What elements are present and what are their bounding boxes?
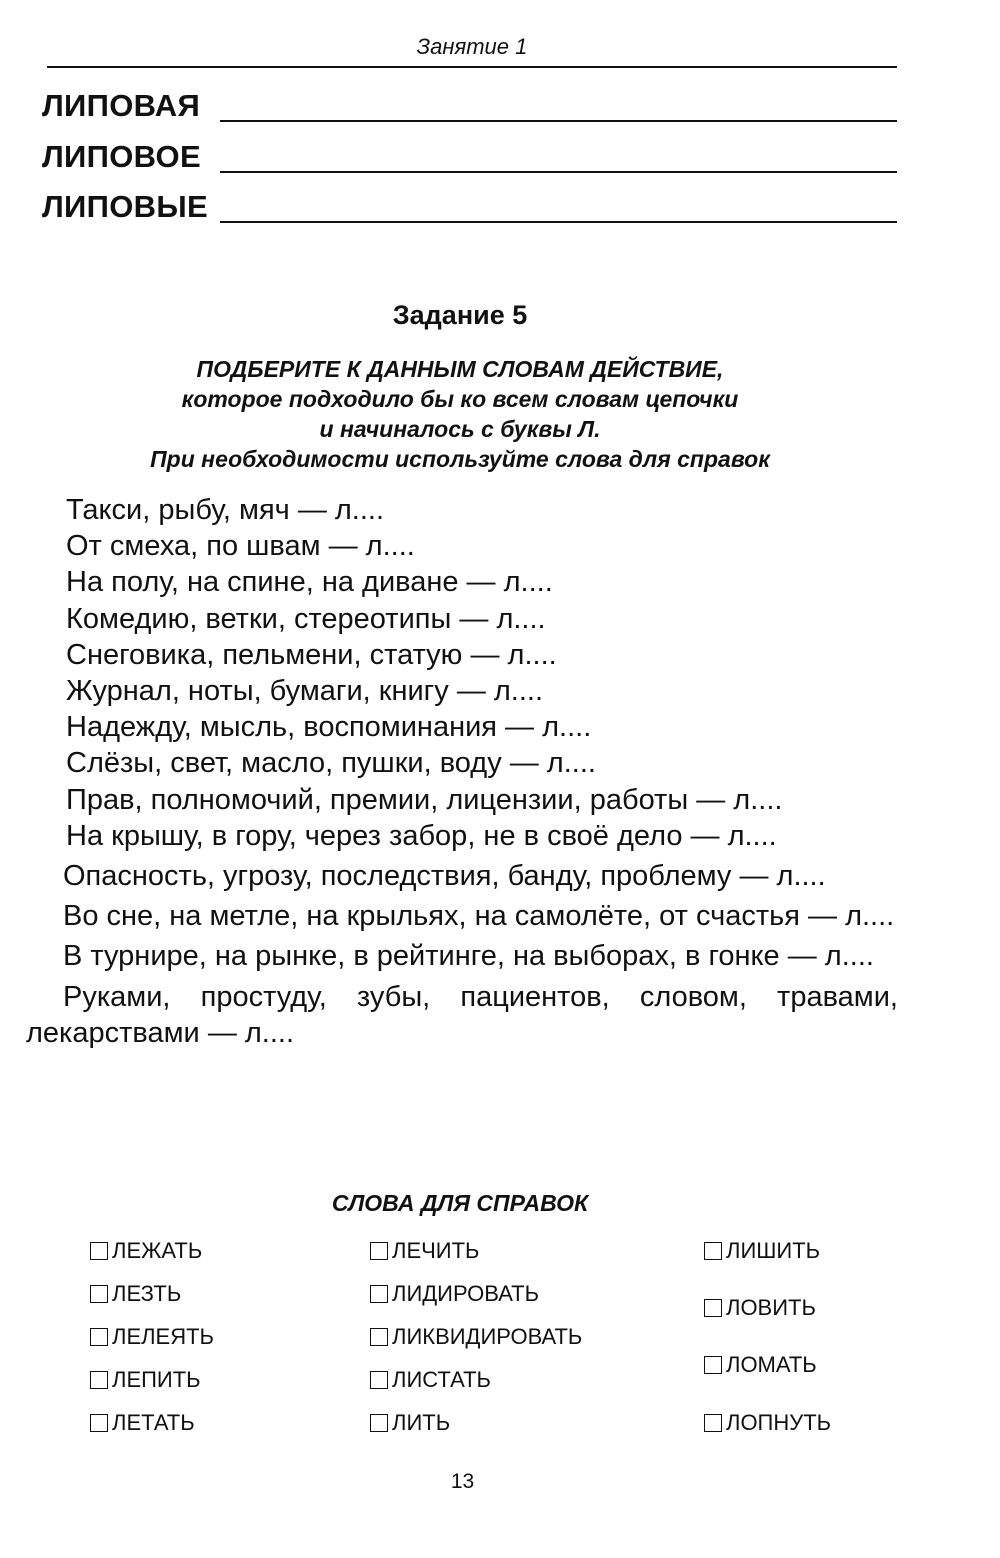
reference-item[interactable] xyxy=(704,1236,820,1266)
reference-item[interactable] xyxy=(90,1236,202,1266)
reference-item[interactable] xyxy=(90,1365,201,1395)
checkbox-icon[interactable] xyxy=(370,1414,388,1432)
checkbox-icon[interactable] xyxy=(370,1242,388,1260)
header-rule xyxy=(47,66,897,68)
exercise-line: Опасность, угрозу, последствия, банду, проблему — л.... xyxy=(63,860,826,893)
form-word: ЛИПОВОЕ xyxy=(42,139,201,174)
reference-item[interactable] xyxy=(370,1365,491,1395)
running-title: Занятие 1 xyxy=(416,34,528,59)
reference-item[interactable] xyxy=(370,1236,479,1266)
exercise-line: На крышу, в гору, через забор, не в своё дело — л.... xyxy=(66,819,777,852)
reference-item[interactable] xyxy=(370,1322,582,1352)
exercise-line: В турнире, на рынке, в рейтинге, на выборах, в гонке — л.... xyxy=(63,940,874,973)
exercise-line: Журнал, ноты, бумаги, книгу — л.... xyxy=(66,675,544,708)
checkbox-icon[interactable] xyxy=(370,1371,388,1389)
reference-word: ЛЕЛЕЯТЬ xyxy=(112,1324,214,1349)
reference-item[interactable] xyxy=(90,1322,214,1352)
exercise-line: На полу, на спине, на диване — л.... xyxy=(66,566,553,599)
reference-word: ЛЕЧИТЬ xyxy=(392,1238,480,1263)
reference-word: ЛИТЬ xyxy=(392,1410,451,1435)
instruction-line: При необходимости используйте слова для справок xyxy=(150,446,770,472)
reference-item[interactable] xyxy=(704,1293,816,1323)
reference-word: ЛЕЗТЬ xyxy=(112,1281,182,1306)
exercise-line: Комедию, ветки, стереотипы — л.... xyxy=(66,602,546,635)
page-number: 13 xyxy=(450,1470,475,1493)
reference-word: ЛЕПИТЬ xyxy=(112,1367,201,1392)
checkbox-icon[interactable] xyxy=(704,1299,722,1317)
reference-word: ЛОМАТЬ xyxy=(726,1352,817,1377)
reference-word: ЛИСТАТЬ xyxy=(392,1367,491,1392)
exercise-line: Прав, полномочий, премии, лицензии, работы — л.... xyxy=(66,783,783,816)
answer-blank-line[interactable] xyxy=(220,221,897,223)
exercise-line: Слёзы, свет, масло, пушки, воду — л.... xyxy=(66,747,596,780)
reference-word: ЛОВИТЬ xyxy=(726,1295,816,1320)
checkbox-icon[interactable] xyxy=(90,1371,108,1389)
exercise-line: Такси, рыбу, мяч — л.... xyxy=(66,494,385,526)
checkbox-icon[interactable] xyxy=(704,1356,722,1374)
checkbox-icon[interactable] xyxy=(90,1285,108,1303)
reference-word: ЛИКВИДИРОВАТЬ xyxy=(392,1324,583,1349)
reference-item[interactable] xyxy=(704,1350,817,1380)
exercise-line: Во сне, на метле, на крыльях, на самолёте, от счастья — л.... xyxy=(63,900,895,933)
checkbox-icon[interactable] xyxy=(704,1414,722,1432)
instruction-line: и начиналось с буквы Л. xyxy=(319,416,601,442)
checkbox-icon[interactable] xyxy=(90,1242,108,1260)
reference-title: СЛОВА ДЛЯ СПРАВОК xyxy=(331,1190,589,1216)
checkbox-icon[interactable] xyxy=(90,1414,108,1432)
form-word: ЛИПОВЫЕ xyxy=(42,189,208,224)
reference-item[interactable] xyxy=(370,1279,539,1309)
reference-word: ЛИШИТЬ xyxy=(726,1238,821,1263)
checkbox-icon[interactable] xyxy=(90,1328,108,1346)
answer-blank-line[interactable] xyxy=(220,120,897,122)
exercise-line: От смеха, по швам — л.... xyxy=(66,530,415,563)
reference-word: ЛИДИРОВАТЬ xyxy=(392,1281,540,1306)
exercise-line: Снеговика, пельмени, статую — л.... xyxy=(66,638,557,671)
instruction-line: ПОДБЕРИТЕ К ДАННЫМ СЛОВАМ ДЕЙСТВИЕ, xyxy=(196,356,724,382)
reference-word: ЛЕТАТЬ xyxy=(112,1410,195,1435)
exercise-line: Руками, простуду, зубы, пациентов, словом, травами, лекарствами — л.... xyxy=(26,980,898,1049)
reference-item[interactable] xyxy=(90,1408,195,1438)
exercise-lines xyxy=(26,492,898,1051)
reference-item[interactable] xyxy=(370,1408,450,1438)
checkbox-icon[interactable] xyxy=(704,1242,722,1260)
form-row xyxy=(42,88,897,138)
answer-blank-line[interactable] xyxy=(220,171,897,173)
reference-word: ЛЕЖАТЬ xyxy=(112,1238,203,1263)
reference-item[interactable] xyxy=(90,1279,181,1309)
checkbox-icon[interactable] xyxy=(370,1328,388,1346)
instruction-line: которое подходило бы ко всем словам цепочки xyxy=(181,386,739,412)
reference-item[interactable] xyxy=(704,1408,831,1438)
form-row xyxy=(42,139,897,189)
reference-word: ЛОПНУТЬ xyxy=(726,1410,832,1435)
form-row xyxy=(42,189,897,239)
checkbox-icon[interactable] xyxy=(370,1285,388,1303)
task-title: Задание 5 xyxy=(392,300,528,330)
form-word: ЛИПОВАЯ xyxy=(42,88,201,123)
exercise-line: Надежду, мысль, воспоминания — л.... xyxy=(66,711,592,744)
